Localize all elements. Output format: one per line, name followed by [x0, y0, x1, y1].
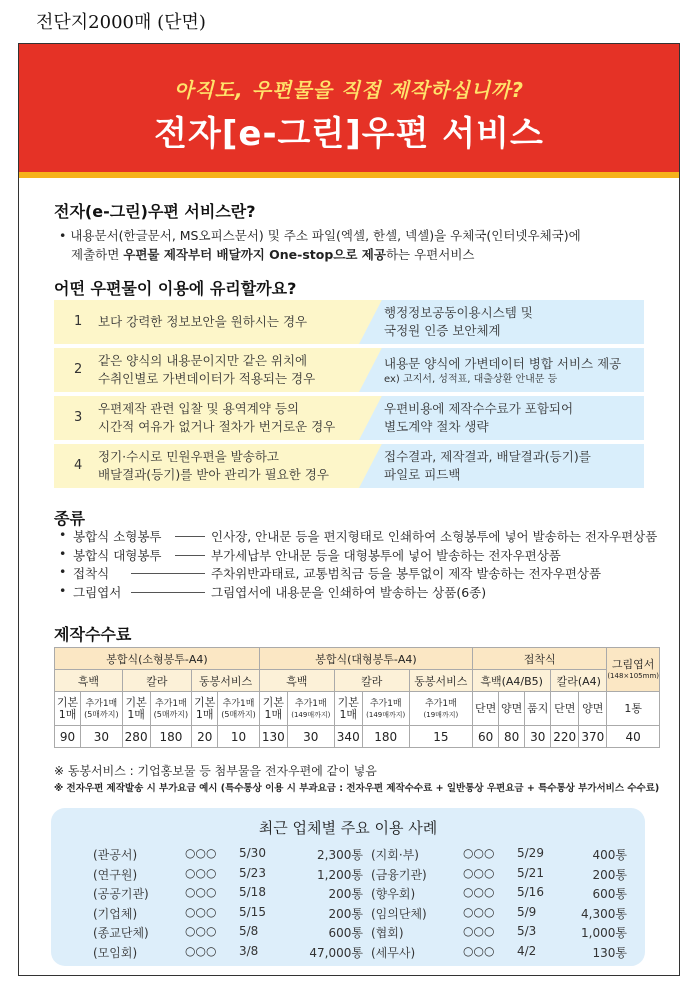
fee-column-header [409, 692, 472, 726]
case-number: 3 [74, 410, 83, 425]
col-a: 기본 [125, 695, 147, 709]
case-org: (세무사) [371, 945, 416, 960]
case-org: (기업체) [93, 906, 138, 921]
case-name: ○○○ [185, 904, 217, 919]
leader-line [131, 573, 205, 574]
benefit-case [54, 444, 644, 488]
banner-title: 전자[e-그린]우편 서비스 [154, 114, 544, 154]
case-date: 4/2 [517, 943, 537, 958]
fee-value: 15 [409, 726, 472, 748]
recent-cases-left [93, 846, 363, 963]
case-name: ○○○ [463, 885, 495, 899]
header-banner [19, 44, 679, 172]
leader-line [175, 536, 205, 537]
case-count: 47,000통 [309, 945, 363, 960]
fee-group-header: 봉합식(대형봉투-A4) [259, 648, 472, 670]
fee-table [54, 647, 660, 748]
list-item [93, 846, 363, 866]
case-name: ○○○ [185, 865, 217, 880]
type-name: 접착식 [73, 566, 110, 581]
case-solution [384, 396, 644, 440]
case-name: ○○○ [463, 846, 495, 860]
fee-subgroup-header: 칼라(A4) [551, 670, 607, 692]
case-name: ○○○ [463, 904, 495, 919]
case-org: (관공서) [93, 848, 138, 862]
case-name: ○○○ [463, 924, 495, 938]
fee-value: 130 [259, 726, 287, 748]
fee-value: 90 [55, 726, 81, 748]
recent-cases-right [371, 846, 627, 963]
benefit-case [54, 348, 644, 392]
type-desc: 인사장, 안내문 등을 편지형태로 인쇄하여 소형봉투에 넣어 발송하는 전자우편상품 [211, 529, 658, 544]
intro-line-2-pre: 제출하면 [71, 247, 124, 262]
case-date: 5/18 [239, 885, 266, 899]
fee-column-header [55, 692, 81, 726]
case-org: (모임회) [93, 945, 138, 960]
case-name: ○○○ [185, 846, 217, 860]
leader-line [131, 592, 205, 593]
case-solution [384, 300, 644, 344]
type-item [59, 527, 669, 546]
types-list [59, 527, 669, 601]
case-org: (협회) [371, 926, 404, 940]
col-a: 기본 [262, 695, 284, 709]
col-b: 1매 [339, 707, 358, 721]
case-count: 4,300통 [581, 906, 627, 921]
col-sub: (19매까지) [423, 711, 459, 719]
case-condition: 정기·수시로 민원우편을 발송하고 배달결과(등기)를 받아 관리가 필요한 경우 [98, 449, 329, 482]
fee-column-header [259, 692, 287, 726]
case-name: ○○○ [185, 943, 217, 958]
fee-column-header: 1통 [607, 692, 660, 726]
case-condition: 보다 강력한 정보보안을 원하시는 경우 [98, 314, 308, 329]
list-item [93, 944, 363, 964]
recent-cases-title: 최근 업체별 주요 이용 사례 [258, 819, 438, 837]
col-a: 기본 [194, 695, 216, 709]
case-count: 200통 [328, 906, 363, 921]
col-a: 추가1매 [369, 699, 402, 709]
col-sub: (5매까지) [84, 710, 119, 719]
case-org: (공공기관) [93, 887, 149, 901]
case-count: 2,300통 [317, 848, 363, 862]
col-a: 추가1매 [85, 699, 118, 709]
col-a: 기본 [56, 695, 79, 709]
fee-value: 10 [218, 726, 260, 748]
case-date: 5/9 [517, 904, 537, 919]
case-count: 600통 [328, 926, 363, 940]
list-item [371, 944, 627, 964]
case-count: 200통 [592, 867, 627, 882]
page-caption: 전단지2000매 (단면) [36, 12, 206, 33]
fee-note-1: ※ 동봉서비스 : 기업홍보물 등 첨부물을 전자우편에 같이 넣음 [54, 764, 377, 778]
case-count: 1,000통 [581, 926, 627, 940]
case-number: 2 [74, 362, 83, 377]
col-sub: (5매까지) [153, 710, 189, 719]
case-org: (향우회) [371, 887, 416, 901]
list-item [371, 846, 627, 866]
case-date: 5/23 [239, 865, 266, 880]
benefit-case [54, 300, 644, 344]
col-b: 1매 [264, 707, 283, 721]
fee-subgroup-header: 동봉서비스 [409, 670, 472, 692]
case-date: 5/29 [517, 846, 544, 860]
fee-column-header [362, 692, 409, 726]
case-org: (지회·부) [371, 848, 419, 862]
case-solution [384, 444, 644, 488]
case-solution-text: 내용문 양식에 가변데이터 병합 서비스 제공 [384, 355, 622, 371]
fee-value: 180 [362, 726, 409, 748]
bullet-dot: • [59, 564, 67, 579]
fee-group-header [607, 648, 660, 692]
col-b: 1매 [58, 707, 77, 721]
type-desc: 그림엽서에 내용문을 인쇄하여 발송하는 상품(6종) [211, 584, 487, 600]
fee-column-header [122, 692, 150, 726]
bullet-dot: • [59, 545, 67, 561]
fee-value: 20 [192, 726, 218, 748]
banner-subtitle: 아직도, 우편물을 직접 제작하십니까? [174, 78, 524, 102]
case-number: 4 [74, 458, 83, 473]
fee-column-header [218, 692, 260, 726]
fee-group-header: 봉합식(소형봉투-A4) [55, 648, 260, 670]
intro-line-1: • 내용문서(한글문서, MS오피스문서) 및 주소 파일(엑셀, 한셀, 넥셀)을 우체국(인터넷우체국)에 [59, 228, 581, 243]
case-solution-text: 행정정보공동이용시스템 및 국정원 인증 보안체계 [384, 305, 533, 338]
intro-line-2-post: 하는 우편서비스 [385, 247, 475, 262]
case-date: 5/3 [517, 924, 537, 938]
type-desc: 주차위반과태료, 교통범칙금 등을 봉투없이 제작 발송하는 전자우편상품 [211, 566, 602, 581]
case-org: (연구원) [93, 867, 138, 882]
case-name: ○○○ [463, 943, 495, 958]
col-a: 추가1매 [424, 699, 457, 709]
fee-subgroup-header: 동봉서비스 [192, 670, 260, 692]
case-date: 5/15 [239, 904, 266, 919]
intro-line-2 [71, 245, 474, 264]
case-name: ○○○ [463, 865, 495, 880]
bullet-dot: • [59, 527, 67, 542]
banner-stripe [19, 172, 679, 178]
fee-value: 60 [473, 726, 499, 748]
fee-column-header: 양면 [579, 692, 607, 726]
type-item [59, 564, 669, 583]
col-sub: (5매까지) [221, 710, 256, 719]
fee-column-header [81, 692, 123, 726]
list-item [93, 866, 363, 886]
fee-subgroup-header: 흑백 [259, 670, 334, 692]
col-b: 1매 [195, 707, 214, 721]
fee-value: 40 [607, 726, 660, 748]
list-item [371, 924, 627, 944]
fee-value: 80 [499, 726, 525, 748]
benefit-cases [54, 300, 644, 492]
col-sub: (149매까지) [291, 711, 331, 719]
fee-value: 180 [150, 726, 192, 748]
bullet-dot: • [59, 582, 67, 598]
benefit-case [54, 396, 644, 440]
case-solution [384, 348, 644, 392]
fee-column-header [334, 692, 362, 726]
fee-value: 30 [81, 726, 123, 748]
list-item [371, 866, 627, 886]
case-org: (임의단체) [371, 906, 427, 921]
benefit-heading: 어떤 우편물이 이용에 유리할까요? [54, 279, 297, 298]
list-item [93, 924, 363, 944]
type-name: 봉합식 대형봉투 [73, 547, 162, 563]
fee-note-2: ※ 전자우편 제작발송 시 부가요금 예시 (특수통상 이용 시 부과요금 : 전자우편 제작수수료 + 일반통상 우편요금 + 특수통상 부가서비스 수수료) [54, 783, 660, 794]
list-item [93, 905, 363, 925]
case-date: 5/21 [517, 865, 544, 880]
type-desc: 부가세납부 안내문 등을 대형봉투에 넣어 발송하는 전자우편상품 [211, 547, 561, 563]
type-item [59, 583, 669, 602]
case-count: 600통 [592, 887, 627, 901]
fee-value: 30 [287, 726, 334, 748]
fee-value: 340 [334, 726, 362, 748]
case-count: 400통 [592, 848, 627, 862]
fee-column-header [287, 692, 334, 726]
case-solution-example: ex) 고지서, 성적표, 대출상환 안내문 등 [384, 373, 558, 385]
flyer [18, 43, 680, 976]
case-date: 5/8 [239, 924, 259, 938]
list-item [371, 885, 627, 905]
type-name: 그림엽서 [73, 584, 122, 600]
fee-column-header: 양면 [499, 692, 525, 726]
postcard-label: 그림엽서 [611, 657, 655, 671]
fee-subgroup-header: 흑백(A4/B5) [473, 670, 551, 692]
type-item [59, 546, 669, 565]
leader-line [175, 555, 205, 556]
case-org: (종교단체) [93, 926, 149, 940]
intro-line-2-bold: 우편물 제작부터 배달까지 One-stop으로 제공 [123, 247, 386, 262]
type-name: 봉합식 소형봉투 [73, 529, 162, 544]
intro-heading: 전자(e-그린)우편 서비스란? [54, 202, 256, 221]
case-name: ○○○ [185, 924, 217, 938]
case-count: 1,200통 [317, 867, 363, 882]
col-b: 1매 [127, 707, 145, 721]
fee-group-header: 접착식 [473, 648, 607, 670]
fee-subgroup-header: 칼라 [122, 670, 192, 692]
col-a: 추가1매 [294, 699, 327, 709]
fee-column-header: 단면 [473, 692, 499, 726]
fee-column-header: 품지 [525, 692, 551, 726]
case-org: (금융기관) [371, 867, 427, 882]
case-condition: 같은 양식의 내용문이지만 같은 위치에 수취인별로 가변데이터가 적용되는 경우 [98, 353, 316, 386]
types-heading: 종류 [54, 509, 85, 528]
case-count: 200통 [328, 887, 363, 901]
fee-subgroup-header: 칼라 [334, 670, 409, 692]
list-item [93, 885, 363, 905]
fee-column-header: 단면 [551, 692, 579, 726]
col-a: 추가1매 [222, 699, 255, 709]
list-item [371, 905, 627, 925]
fee-subgroup-header: 흑백 [55, 670, 123, 692]
fee-column-header [150, 692, 192, 726]
recent-cases-box [51, 808, 645, 966]
col-sub: (149매까지) [366, 711, 406, 719]
fee-value: 220 [551, 726, 579, 748]
case-solution-text: 우편비용에 제작수수료가 포함되어 별도계약 절차 생략 [384, 401, 574, 434]
fee-value: 370 [579, 726, 607, 748]
case-name: ○○○ [185, 885, 217, 899]
case-date: 5/30 [239, 846, 266, 860]
case-date: 5/16 [517, 885, 544, 899]
case-condition: 우편제작 관련 입찰 및 용역계약 등의 시간적 여유가 없거나 절차가 번거로운 경우 [98, 401, 336, 434]
fee-column-header [192, 692, 218, 726]
case-date: 3/8 [239, 943, 259, 958]
fee-value: 280 [122, 726, 150, 748]
fee-value: 30 [525, 726, 551, 748]
fee-heading: 제작수수료 [54, 625, 132, 644]
case-count: 130통 [592, 945, 627, 960]
col-a: 기본 [337, 695, 359, 709]
col-a: 추가1매 [155, 699, 187, 709]
case-number: 1 [74, 314, 83, 329]
postcard-size: (148×105mm) [607, 671, 659, 680]
case-solution-text: 접수결과, 제작결과, 배달결과(등기)를 파일로 피드백 [384, 449, 591, 482]
